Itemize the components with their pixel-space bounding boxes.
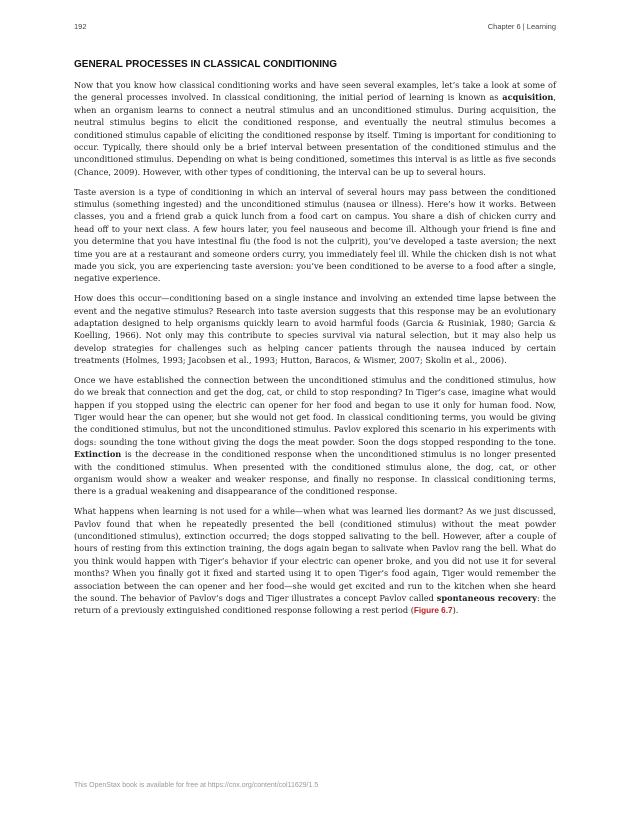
paragraph-evolutionary-adaptation: How does this occur—conditioning based on a single instance and involving an extended time lapse between the event and the negative stimulus? Research into taste aversion suggests that this response may be an evolutionary adaptation designed to help organisms quickly learn to avoid harmful foods (Garcia & Rusiniak, 1980; Garcia & Koelling, 1966). Not only may this contribute to species survival via natural selection, but it may also help us develop strategies for challenges such as helping cancer patients through the nausea induced by certain treatments (Holmes, 1993; Jacobsen et al., 1993; Hutton, Baracos, & Wismer, 2007; Skolin et al., 2006).	[74, 293, 556, 366]
page-footer: This OpenStax book is available for free at https://cnx.org/content/col11629/1.5	[74, 782, 319, 789]
paragraph-text: ).	[452, 605, 459, 616]
page-content	[74, 58, 556, 625]
key-term-extinction: Extinction	[74, 449, 122, 460]
figure-reference-link[interactable]: Figure 6.7	[413, 606, 453, 616]
paragraph-text: : the return of a previously extinguished conditioned response following a rest period (	[74, 593, 556, 616]
paragraph-acquisition	[74, 79, 556, 178]
page-number: 192	[74, 22, 87, 31]
chapter-label: Chapter 6 | Learning	[487, 22, 556, 31]
paragraph-text: Once we have established the connection between the unconditioned stimulus and the conditioned stimulus, how do we break that connection and get the dog, cat, or child to stop responding? In Tiger’s case, imagine what would happen if you stopped using the electric can opener for her food and began to use it only for human food. Now, Tiger would hear the can opener, but she would not get food. In classical conditioning terms, you would be giving the conditioned stimulus, but not the unconditioned stimulus. Pavlov explored this scenario in his experiments with dogs: sounding the tone without giving the dogs the meat powder. Soon the dogs stopped responding to the tone.	[74, 374, 556, 447]
paragraph-text: , when an organism learns to connect a neutral stimulus and an unconditioned stimulus. During acquisition, the neutral stimulus begins to elicit the conditioned response, and eventually the neutral stimulus becomes a conditioned stimulus capable of eliciting the conditioned response by itself. Timing is important for conditioning to occur. Typically, there should only be a brief interval between presentation of the conditioned stimulus and the unconditioned stimulus. Depending on what is being conditioned, sometimes this interval is as little as five seconds (Chance, 2009). However, with other types of conditioning, the interval can be up to several hours.	[74, 92, 556, 177]
key-term-acquisition: acquisition	[502, 92, 554, 103]
key-term-spontaneous-recovery: spontaneous recovery	[436, 593, 537, 604]
section-heading: GENERAL PROCESSES IN CLASSICAL CONDITIONING	[74, 59, 337, 70]
paragraph-text: Now that you know how classical conditioning works and have seen several examples, let’s take a look at some of the general processes involved. In classical conditioning, the initial period of learning is known as	[74, 80, 556, 103]
paragraph-extinction	[74, 374, 556, 498]
paragraph-text: What happens when learning is not used for a while—when what was learned lies dormant? As we just discussed, Pavlov found that when he repeatedly presented the bell (conditioned stimulus) without the meat powder (unconditioned stimulus), extinction occurred; the dogs stopped salivating to the bell. However, after a couple of hours of resting from this extinction training, the dogs again began to salivate when Pavlov rang the bell. What do you think would happen with Tiger’s behavior if your electric can opener broke, and you did not use it for several months? When you finally got it fixed and started using it to open Tiger’s food again, Tiger would remember the association between the can opener and her food—she would get excited and run to the kitchen when she heard the sound. The behavior of Pavlov’s dogs and Tiger illustrates a concept Pavlov called	[74, 506, 556, 604]
paragraph-taste-aversion: Taste aversion is a type of conditioning in which an interval of several hours may pass between the conditioned stimulus (something ingested) and the unconditioned stimulus (nausea or illness). Here’s how it works. Between classes, you and a friend grab a quick lunch from a food cart on campus. You share a dish of chicken curry and head off to your next class. A few hours later, you feel nauseous and become ill. Although your friend is fine and you determine that you have intestinal flu (the food is not the culprit), you’ve developed a taste aversion; the next time you are at a restaurant and someone orders curry, you immediately feel ill. While the chicken dish is not what made you sick, you are experiencing taste aversion: you’ve been conditioned to be averse to a food after a single, negative experience.	[74, 186, 556, 284]
paragraph-text: is the decrease in the conditioned response when the unconditioned stimulus is no longer presented with the conditioned stimulus. When presented with the conditioned stimulus alone, the dog, cat, or other organism would show a weaker and weaker response, and finally no response. In classical conditioning terms, there is a gradual weakening and disappearance of the conditioned response.	[74, 449, 556, 497]
paragraph-spontaneous-recovery	[74, 505, 556, 618]
running-header	[74, 22, 556, 36]
